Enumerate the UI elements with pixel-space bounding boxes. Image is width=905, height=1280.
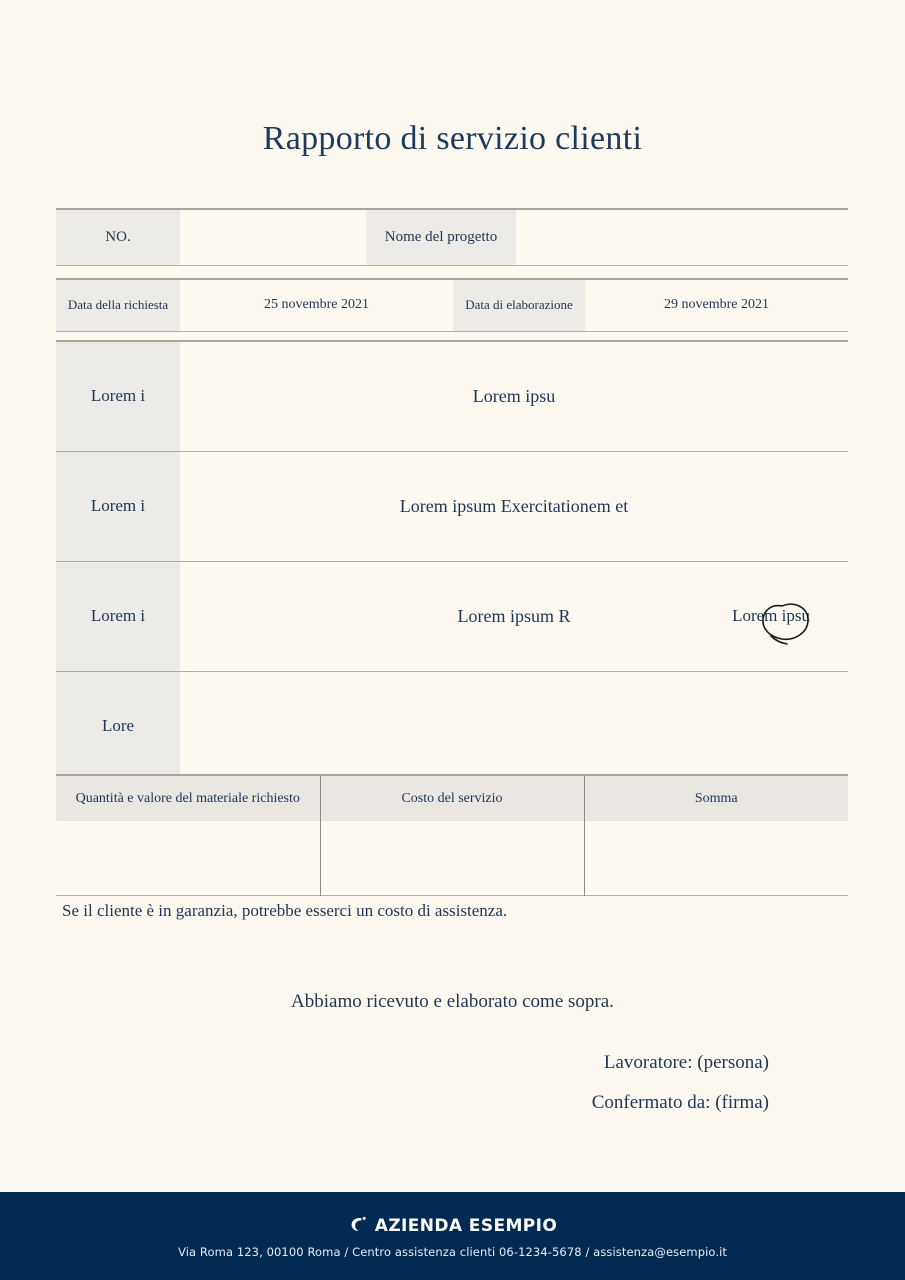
date-info-table [56,278,848,332]
content-row-value-text: Lorem ipsu [472,385,556,406]
cost-table [56,774,848,896]
service-cost-header: Costo del servizio [320,775,584,821]
table-row [56,561,848,671]
material-quantity-value[interactable] [56,821,320,895]
crescent-mark-icon [348,1214,368,1238]
table-header-row [56,775,848,821]
content-row-label: Lorem i [56,451,180,561]
content-row-value-text: Lorem ipsum R [457,605,571,626]
header-info-table [56,208,848,266]
total-sum-value[interactable] [584,821,848,895]
request-date-value[interactable]: 25 novembre 2021 [264,297,369,313]
service-cost-value[interactable] [320,821,584,895]
total-sum-header: Somma [584,775,848,821]
worker-signature-line: Lavoratore: (persona) [603,1052,769,1073]
processing-date-label: Data di elaborazione [453,279,585,331]
content-row-label: Lorem i [56,561,180,671]
content-row-value[interactable] [180,561,848,671]
confirmed-by-signature-line: Confermato da: (firma) [591,1092,769,1113]
content-row-value-text: Lorem ipsum Exercitationem et [399,495,629,516]
content-row-value[interactable] [180,451,848,561]
content-row-label: Lore [56,671,180,781]
table-row [56,451,848,561]
table-row [56,279,848,331]
request-date-label: Data della richiesta [56,279,180,331]
project-name-value[interactable] [516,209,848,265]
content-row-label: Lorem i [56,341,180,451]
content-rows-table [56,340,848,782]
no-value[interactable] [180,209,366,265]
processing-date-value[interactable]: 29 novembre 2021 [664,297,769,313]
confirmation-statement: Abbiamo ricevuto e elaborato come sopra. [291,991,614,1012]
material-quantity-header: Quantità e valore del materiale richiesto [56,775,320,821]
content-row-value[interactable] [180,341,848,451]
table-row [56,341,848,451]
table-row [56,209,848,265]
content-row-value[interactable] [180,671,848,781]
brand-name: AZIENDA ESEMPIO [374,1215,558,1236]
page-title: Rapporto di servizio clienti [262,120,643,157]
warranty-note: Se il cliente è in garanzia, potrebbe esserci un costo di assistenza. [62,901,508,920]
content-row-extra-text: Lorem ipsu [732,606,810,625]
table-row [56,671,848,781]
footer-contact-info: Via Roma 123, 00100 Roma / Centro assistenza clienti 06-1234-5678 / assistenza@esempio.it [178,1244,727,1259]
brand-row [348,1214,557,1238]
project-name-label: Nome del progetto [366,209,516,265]
no-label: NO. [56,209,180,265]
table-row [56,821,848,895]
page-footer [0,1192,905,1280]
